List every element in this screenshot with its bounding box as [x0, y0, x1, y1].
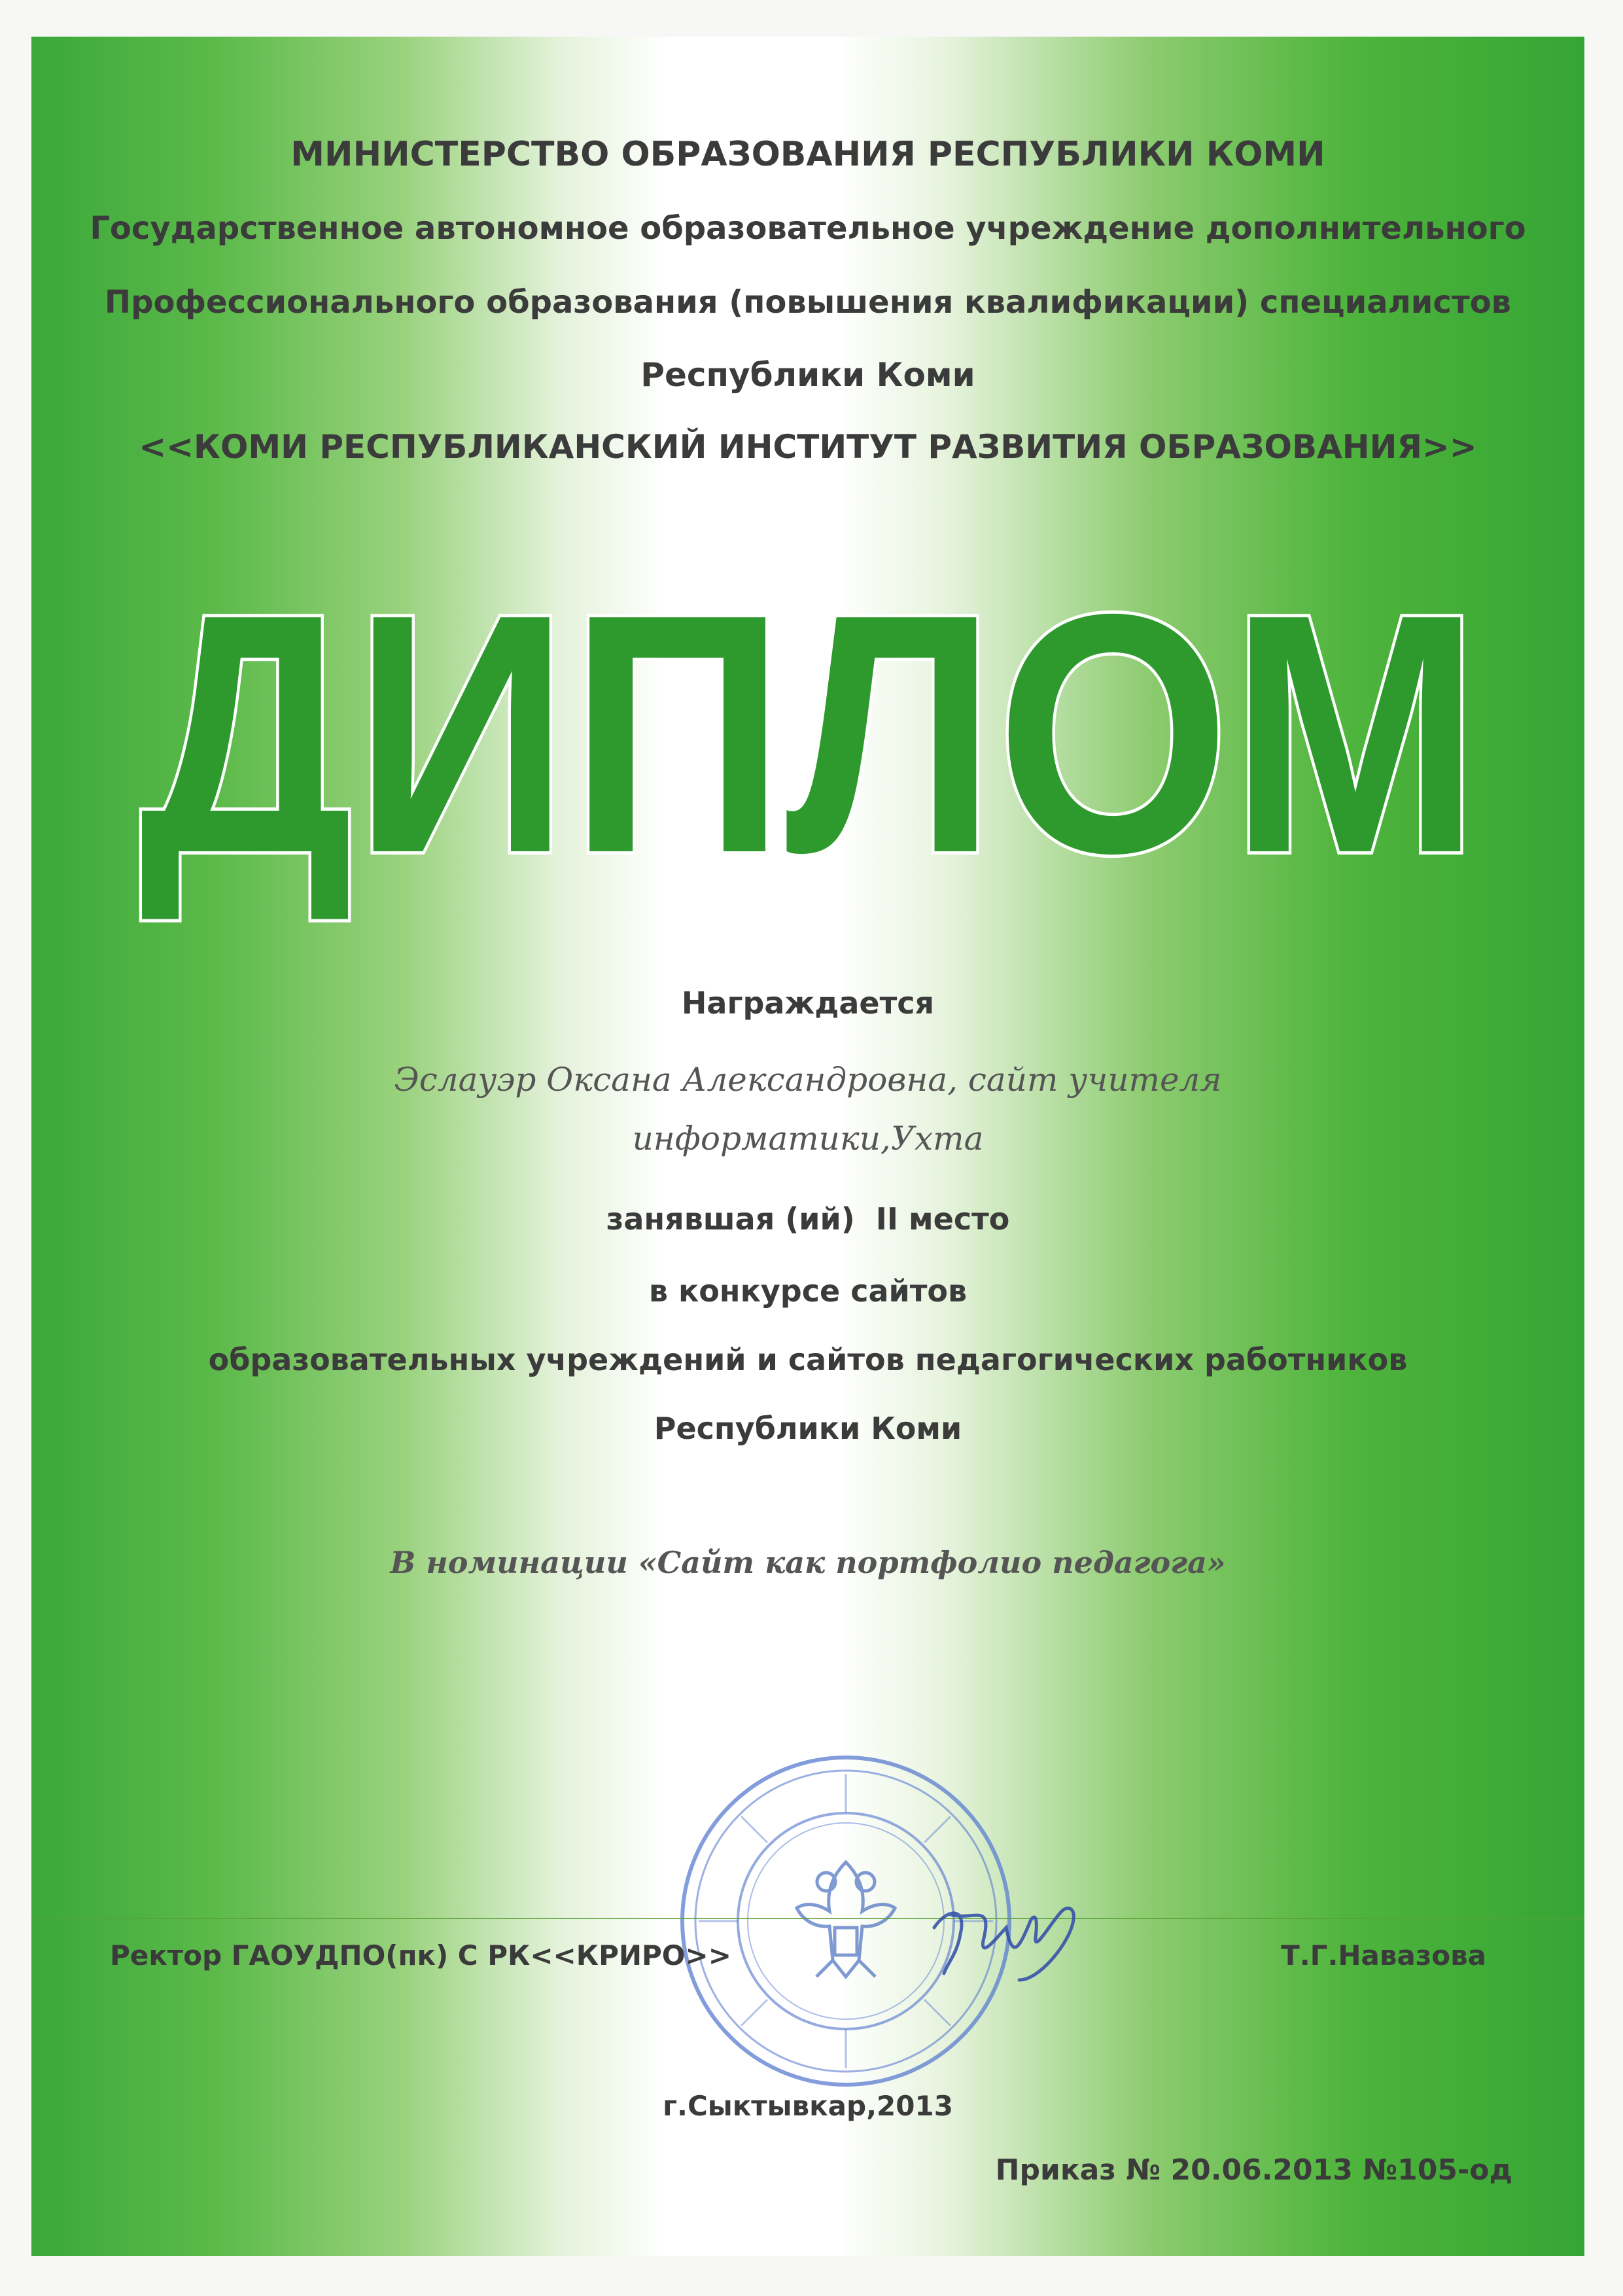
signature-divider	[31, 1918, 1584, 1919]
diploma-title-text: ДИПЛОМ	[139, 544, 1480, 924]
diploma-title	[123, 544, 1497, 924]
rector-name: Т.Г.Навазова	[1281, 1939, 1486, 1971]
contest-line-2: образовательных учреждений и сайтов педагогических работников	[208, 1342, 1408, 1377]
order-reference: Приказ № 20.06.2013 №105-од	[995, 2153, 1512, 2187]
organization-line-2: Профессионального образования (повышения квалификации) специалистов	[104, 284, 1512, 321]
awarded-label: Награждается	[681, 985, 935, 1021]
handwritten-signature	[921, 1888, 1091, 1987]
institute-name: <<КОМИ РЕСПУБЛИКАНСКИЙ ИНСТИТУТ РАЗВИТИЯ ОБРАЗОВАНИЯ>>	[139, 428, 1477, 466]
recipient-line-2: информатики,Ухта	[632, 1120, 984, 1157]
contest-line-3: Республики Коми	[654, 1411, 962, 1446]
diploma-sheet	[31, 37, 1584, 2256]
organization-line-1: Государственное автономное образовательное учреждение дополнительного	[90, 210, 1526, 247]
recipient-line-1: Эслауэр Оксана Александровна, сайт учителя	[394, 1061, 1222, 1099]
rector-title: Ректор ГАОУДПО(пк) С РК<<КРИРО>>	[110, 1939, 731, 1971]
city-year: г.Сыктывкар,2013	[663, 2090, 953, 2122]
place-text: занявшая (ий) II место	[606, 1201, 1010, 1237]
contest-line-1: в конкурсе сайтов	[648, 1273, 968, 1309]
nomination-text: В номинации «Сайт как портфолио педагога»	[390, 1545, 1226, 1580]
ministry-heading: МИНИСТЕРСТВО ОБРАЗОВАНИЯ РЕСПУБЛИКИ КОМИ	[290, 135, 1325, 174]
organization-line-3: Республики Коми	[640, 356, 975, 394]
double-headed-eagle-icon	[797, 1862, 895, 1977]
